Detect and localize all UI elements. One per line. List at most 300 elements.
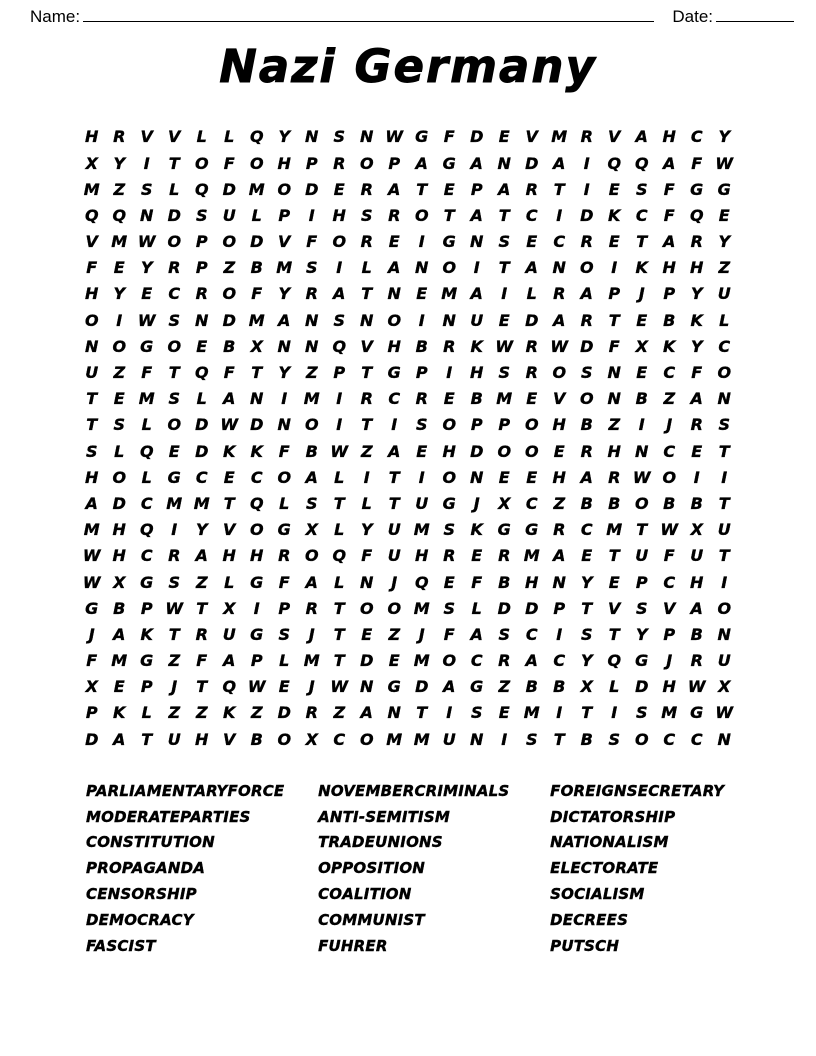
grid-letter[interactable]: C	[663, 441, 676, 461]
grid-letter[interactable]: C	[250, 467, 263, 487]
word-list-item[interactable]: PUTSCH	[550, 936, 620, 955]
grid-letter[interactable]: W	[550, 336, 569, 356]
grid-letter[interactable]: H	[690, 258, 704, 278]
grid-letter[interactable]: M	[83, 179, 100, 199]
name-input-line[interactable]	[83, 6, 654, 22]
grid-letter[interactable]: A	[333, 284, 346, 304]
grid-letter[interactable]: G	[85, 598, 99, 618]
grid-letter[interactable]: M	[83, 520, 100, 540]
grid-letter[interactable]: E	[361, 624, 373, 644]
grid-letter[interactable]: U	[85, 363, 99, 383]
grid-letter[interactable]: Y	[113, 284, 126, 304]
word-list-item[interactable]: PROPAGANDA	[86, 859, 206, 878]
grid-letter[interactable]: A	[690, 598, 703, 618]
grid-letter[interactable]: R	[525, 336, 538, 356]
grid-letter[interactable]: P	[415, 363, 428, 383]
grid-letter[interactable]: V	[608, 127, 621, 147]
grid-letter[interactable]: A	[663, 232, 676, 252]
grid-letter[interactable]: Q	[414, 572, 429, 592]
grid-letter[interactable]: N	[387, 284, 401, 304]
grid-letter[interactable]: E	[278, 677, 290, 697]
grid-letter[interactable]: D	[635, 677, 649, 697]
grid-letter[interactable]: T	[581, 703, 593, 723]
grid-letter[interactable]: F	[306, 232, 318, 252]
grid-letter[interactable]: S	[85, 441, 98, 461]
grid-letter[interactable]: J	[638, 284, 645, 304]
grid-letter[interactable]: R	[278, 546, 291, 566]
grid-letter[interactable]: N	[470, 467, 484, 487]
grid-letter[interactable]: J	[391, 572, 398, 592]
grid-letter[interactable]: K	[690, 310, 703, 330]
grid-letter[interactable]: E	[608, 232, 620, 252]
grid-letter[interactable]: R	[305, 703, 318, 723]
grid-letter[interactable]: D	[112, 493, 126, 513]
grid-letter[interactable]: T	[498, 258, 510, 278]
grid-letter[interactable]: S	[333, 310, 346, 330]
grid-letter[interactable]: A	[305, 572, 318, 592]
grid-letter[interactable]: O	[442, 467, 457, 487]
grid-letter[interactable]: R	[525, 179, 538, 199]
grid-letter[interactable]: Y	[718, 232, 731, 252]
grid-letter[interactable]: W	[660, 520, 679, 540]
grid-letter[interactable]: I	[281, 389, 288, 409]
grid-letter[interactable]: N	[277, 415, 291, 435]
grid-letter[interactable]: O	[579, 258, 594, 278]
grid-letter[interactable]: O	[442, 651, 457, 671]
grid-letter[interactable]: H	[525, 572, 539, 592]
grid-letter[interactable]: C	[553, 232, 566, 252]
grid-letter[interactable]: Z	[195, 703, 208, 723]
grid-letter[interactable]: E	[636, 310, 648, 330]
grid-letter[interactable]: N	[140, 205, 154, 225]
grid-letter[interactable]: E	[443, 389, 455, 409]
grid-letter[interactable]: H	[85, 284, 99, 304]
grid-letter[interactable]: H	[332, 205, 346, 225]
grid-letter[interactable]: L	[251, 205, 262, 225]
grid-letter[interactable]: H	[85, 127, 99, 147]
grid-letter[interactable]: G	[167, 467, 181, 487]
grid-letter[interactable]: C	[635, 205, 648, 225]
grid-letter[interactable]: E	[553, 441, 565, 461]
grid-letter[interactable]: P	[663, 624, 676, 644]
grid-letter[interactable]: E	[498, 310, 510, 330]
grid-letter[interactable]: F	[196, 651, 208, 671]
grid-letter[interactable]: A	[553, 153, 566, 173]
grid-letter[interactable]: N	[305, 336, 319, 356]
grid-letter[interactable]: T	[251, 363, 263, 383]
grid-letter[interactable]: N	[360, 310, 374, 330]
grid-letter[interactable]: G	[140, 572, 154, 592]
grid-letter[interactable]: S	[113, 415, 126, 435]
grid-letter[interactable]: N	[442, 310, 456, 330]
grid-letter[interactable]: R	[580, 441, 593, 461]
grid-letter[interactable]: E	[113, 389, 125, 409]
grid-letter[interactable]: V	[85, 232, 98, 252]
grid-letter[interactable]: Y	[140, 258, 153, 278]
word-list-item[interactable]: PARLIAMENTARYFORCE	[86, 781, 285, 800]
grid-letter[interactable]: S	[168, 389, 181, 409]
grid-letter[interactable]: I	[171, 520, 178, 540]
grid-letter[interactable]: M	[248, 310, 265, 330]
grid-letter[interactable]: I	[501, 729, 508, 749]
grid-letter[interactable]: L	[609, 677, 620, 697]
grid-letter[interactable]: S	[718, 415, 731, 435]
grid-letter[interactable]: L	[224, 127, 235, 147]
grid-letter[interactable]: W	[137, 310, 156, 330]
grid-letter[interactable]: P	[663, 284, 676, 304]
grid-letter[interactable]: B	[580, 415, 593, 435]
grid-letter[interactable]: A	[223, 651, 236, 671]
grid-letter[interactable]: W	[165, 598, 184, 618]
grid-letter[interactable]: M	[386, 729, 403, 749]
grid-letter[interactable]: T	[333, 651, 345, 671]
grid-letter[interactable]: R	[498, 546, 511, 566]
grid-letter[interactable]: G	[250, 572, 264, 592]
grid-letter[interactable]: O	[662, 467, 677, 487]
grid-letter[interactable]: P	[278, 205, 291, 225]
grid-letter[interactable]: T	[608, 624, 620, 644]
grid-letter[interactable]: G	[387, 677, 401, 697]
grid-letter[interactable]: M	[441, 284, 458, 304]
grid-letter[interactable]: I	[473, 258, 480, 278]
grid-letter[interactable]: W	[385, 127, 404, 147]
grid-letter[interactable]: W	[82, 572, 101, 592]
grid-letter[interactable]: G	[250, 624, 264, 644]
grid-letter[interactable]: I	[336, 415, 343, 435]
grid-letter[interactable]: D	[360, 651, 374, 671]
grid-letter[interactable]: E	[498, 703, 510, 723]
grid-letter[interactable]: A	[663, 153, 676, 173]
grid-letter[interactable]: O	[304, 415, 319, 435]
grid-letter[interactable]: S	[168, 310, 181, 330]
word-list-item[interactable]: NOVEMBERCRIMINALS	[318, 781, 510, 800]
grid-letter[interactable]: E	[636, 363, 648, 383]
grid-letter[interactable]: I	[693, 467, 700, 487]
grid-letter[interactable]: L	[334, 520, 345, 540]
grid-letter[interactable]: I	[446, 703, 453, 723]
grid-letter[interactable]: N	[85, 336, 99, 356]
grid-letter[interactable]: T	[416, 179, 428, 199]
grid-letter[interactable]: A	[415, 153, 428, 173]
grid-letter[interactable]: Y	[690, 284, 703, 304]
grid-letter[interactable]: H	[607, 441, 621, 461]
grid-letter[interactable]: S	[608, 729, 621, 749]
grid-letter[interactable]: A	[553, 310, 566, 330]
grid-letter[interactable]: T	[168, 624, 180, 644]
grid-letter[interactable]: U	[167, 729, 181, 749]
grid-letter[interactable]: I	[638, 415, 645, 435]
grid-letter[interactable]: M	[523, 703, 540, 723]
grid-letter[interactable]: F	[608, 336, 620, 356]
grid-letter[interactable]: C	[663, 363, 676, 383]
grid-letter[interactable]: U	[717, 520, 731, 540]
grid-letter[interactable]: A	[223, 389, 236, 409]
grid-letter[interactable]: C	[140, 546, 153, 566]
grid-letter[interactable]: X	[85, 677, 98, 697]
grid-letter[interactable]: D	[470, 441, 484, 461]
grid-letter[interactable]: M	[303, 651, 320, 671]
grid-letter[interactable]: M	[193, 493, 210, 513]
grid-letter[interactable]: U	[470, 310, 484, 330]
grid-letter[interactable]: Q	[139, 520, 154, 540]
grid-letter[interactable]: N	[277, 336, 291, 356]
grid-letter[interactable]: I	[363, 467, 370, 487]
grid-letter[interactable]: O	[304, 546, 319, 566]
word-list-item[interactable]: CONSTITUTION	[86, 833, 215, 852]
grid-letter[interactable]: Q	[332, 546, 347, 566]
grid-letter[interactable]: D	[222, 179, 236, 199]
grid-letter[interactable]: I	[583, 153, 590, 173]
grid-letter[interactable]: Y	[278, 284, 291, 304]
grid-letter[interactable]: E	[113, 677, 125, 697]
grid-letter[interactable]: R	[525, 363, 538, 383]
grid-letter[interactable]: I	[556, 703, 563, 723]
grid-letter[interactable]: B	[608, 493, 621, 513]
grid-letter[interactable]: F	[663, 205, 675, 225]
grid-letter[interactable]: K	[470, 520, 483, 540]
grid-letter[interactable]: I	[336, 258, 343, 278]
grid-letter[interactable]: N	[552, 572, 566, 592]
grid-letter[interactable]: I	[116, 310, 123, 330]
grid-letter[interactable]: E	[223, 467, 235, 487]
grid-letter[interactable]: S	[498, 232, 511, 252]
grid-letter[interactable]: G	[277, 520, 291, 540]
grid-letter[interactable]: R	[388, 205, 401, 225]
word-list-item[interactable]: DEMOCRACY	[86, 910, 194, 929]
grid-letter[interactable]: W	[715, 153, 734, 173]
grid-letter[interactable]: G	[415, 127, 429, 147]
grid-letter[interactable]: G	[690, 179, 704, 199]
grid-letter[interactable]: B	[113, 598, 126, 618]
grid-letter[interactable]: B	[415, 336, 428, 356]
grid-letter[interactable]: A	[635, 127, 648, 147]
word-list-item[interactable]: FUHRER	[318, 936, 388, 955]
grid-letter[interactable]: B	[525, 677, 538, 697]
grid-letter[interactable]: C	[663, 729, 676, 749]
grid-letter[interactable]: K	[250, 441, 263, 461]
grid-letter[interactable]: A	[580, 284, 593, 304]
grid-letter[interactable]: T	[608, 546, 620, 566]
grid-letter[interactable]: P	[195, 232, 208, 252]
grid-letter[interactable]: A	[470, 284, 483, 304]
grid-letter[interactable]: V	[168, 127, 181, 147]
word-list-item[interactable]: TRADEUNIONS	[318, 833, 443, 852]
grid-letter[interactable]: S	[525, 729, 538, 749]
grid-letter[interactable]: G	[442, 493, 456, 513]
grid-letter[interactable]: T	[388, 493, 400, 513]
grid-letter[interactable]: Q	[634, 153, 649, 173]
grid-letter[interactable]: O	[112, 336, 127, 356]
grid-letter[interactable]: T	[553, 729, 565, 749]
grid-letter[interactable]: X	[498, 493, 511, 513]
grid-letter[interactable]: A	[470, 624, 483, 644]
grid-letter[interactable]: F	[141, 363, 153, 383]
grid-letter[interactable]: E	[608, 179, 620, 199]
grid-letter[interactable]: A	[498, 179, 511, 199]
grid-letter[interactable]: W	[247, 677, 266, 697]
grid-letter[interactable]: G	[690, 703, 704, 723]
word-list-item[interactable]: ANTI-SEMITISM	[318, 807, 450, 826]
word-list-item[interactable]: CENSORSHIP	[86, 884, 197, 903]
grid-letter[interactable]: O	[497, 441, 512, 461]
grid-letter[interactable]: E	[443, 572, 455, 592]
grid-letter[interactable]: E	[388, 232, 400, 252]
grid-letter[interactable]: Q	[689, 205, 704, 225]
grid-letter[interactable]: X	[113, 572, 126, 592]
grid-letter[interactable]: H	[277, 153, 291, 173]
grid-letter[interactable]: P	[470, 415, 483, 435]
grid-letter[interactable]: E	[526, 389, 538, 409]
grid-letter[interactable]: M	[276, 258, 293, 278]
grid-letter[interactable]: I	[556, 205, 563, 225]
grid-letter[interactable]: T	[333, 493, 345, 513]
grid-letter[interactable]: C	[718, 336, 731, 356]
grid-letter[interactable]: G	[717, 179, 731, 199]
grid-letter[interactable]: A	[690, 389, 703, 409]
grid-letter[interactable]: O	[277, 729, 292, 749]
grid-letter[interactable]: S	[305, 258, 318, 278]
grid-letter[interactable]: U	[415, 493, 429, 513]
grid-letter[interactable]: U	[442, 729, 456, 749]
grid-letter[interactable]: T	[86, 415, 98, 435]
grid-letter[interactable]: G	[442, 153, 456, 173]
grid-letter[interactable]: W	[220, 415, 239, 435]
grid-letter[interactable]: U	[717, 284, 731, 304]
grid-letter[interactable]: Z	[223, 258, 236, 278]
grid-letter[interactable]: Y	[718, 127, 731, 147]
grid-letter[interactable]: J	[418, 624, 425, 644]
word-list-item[interactable]: COMMUNIST	[318, 910, 425, 929]
grid-letter[interactable]: R	[305, 598, 318, 618]
grid-letter[interactable]: Z	[663, 389, 676, 409]
grid-letter[interactable]: O	[359, 598, 374, 618]
grid-letter[interactable]: I	[391, 415, 398, 435]
grid-letter[interactable]: R	[195, 284, 208, 304]
grid-letter[interactable]: I	[721, 572, 728, 592]
grid-letter[interactable]: E	[608, 572, 620, 592]
grid-letter[interactable]: G	[387, 363, 401, 383]
grid-letter[interactable]: G	[140, 651, 154, 671]
grid-letter[interactable]: Q	[607, 651, 622, 671]
grid-letter[interactable]: T	[86, 389, 98, 409]
grid-letter[interactable]: D	[85, 729, 99, 749]
grid-letter[interactable]: V	[608, 598, 621, 618]
grid-letter[interactable]: U	[222, 205, 236, 225]
grid-letter[interactable]: A	[580, 467, 593, 487]
grid-letter[interactable]: C	[168, 284, 181, 304]
grid-letter[interactable]: I	[611, 703, 618, 723]
grid-letter[interactable]: R	[580, 232, 593, 252]
grid-letter[interactable]: N	[415, 258, 429, 278]
grid-letter[interactable]: E	[581, 546, 593, 566]
grid-letter[interactable]: A	[113, 624, 126, 644]
grid-letter[interactable]: T	[498, 205, 510, 225]
grid-letter[interactable]: P	[140, 677, 153, 697]
grid-letter[interactable]: O	[277, 467, 292, 487]
grid-letter[interactable]: X	[305, 520, 318, 540]
grid-letter[interactable]: O	[167, 415, 182, 435]
grid-letter[interactable]: Q	[194, 363, 209, 383]
grid-letter[interactable]: H	[662, 677, 676, 697]
grid-letter[interactable]: O	[194, 153, 209, 173]
grid-letter[interactable]: L	[114, 441, 125, 461]
grid-letter[interactable]: L	[169, 179, 180, 199]
grid-letter[interactable]: M	[413, 729, 430, 749]
grid-letter[interactable]: M	[413, 520, 430, 540]
grid-letter[interactable]: X	[690, 520, 703, 540]
grid-letter[interactable]: P	[250, 651, 263, 671]
grid-letter[interactable]: O	[359, 153, 374, 173]
grid-letter[interactable]: L	[719, 310, 730, 330]
grid-letter[interactable]: C	[333, 729, 346, 749]
grid-letter[interactable]: D	[305, 179, 319, 199]
grid-letter[interactable]: O	[249, 520, 264, 540]
grid-letter[interactable]: O	[222, 232, 237, 252]
grid-letter[interactable]: A	[305, 467, 318, 487]
grid-letter[interactable]: O	[167, 336, 182, 356]
grid-letter[interactable]: Q	[139, 441, 154, 461]
grid-letter[interactable]: B	[498, 572, 511, 592]
grid-letter[interactable]: C	[663, 572, 676, 592]
grid-letter[interactable]: B	[223, 336, 236, 356]
grid-letter[interactable]: E	[416, 284, 428, 304]
grid-letter[interactable]: B	[250, 729, 263, 749]
grid-letter[interactable]: Z	[498, 677, 511, 697]
grid-letter[interactable]: J	[666, 415, 673, 435]
grid-letter[interactable]: P	[635, 572, 648, 592]
grid-letter[interactable]: N	[470, 232, 484, 252]
grid-letter[interactable]: O	[167, 232, 182, 252]
grid-letter[interactable]: I	[418, 310, 425, 330]
grid-letter[interactable]: N	[717, 624, 731, 644]
grid-letter[interactable]: S	[333, 127, 346, 147]
grid-letter[interactable]: D	[470, 127, 484, 147]
grid-letter[interactable]: O	[359, 729, 374, 749]
grid-letter[interactable]: L	[334, 572, 345, 592]
grid-letter[interactable]: P	[195, 258, 208, 278]
grid-letter[interactable]: R	[580, 310, 593, 330]
grid-letter[interactable]: I	[501, 284, 508, 304]
grid-letter[interactable]: O	[332, 232, 347, 252]
grid-letter[interactable]: N	[717, 389, 731, 409]
grid-letter[interactable]: L	[141, 703, 152, 723]
grid-letter[interactable]: E	[498, 467, 510, 487]
grid-letter[interactable]: C	[388, 389, 401, 409]
grid-letter[interactable]: R	[305, 284, 318, 304]
grid-letter[interactable]: R	[113, 127, 126, 147]
grid-letter[interactable]: R	[360, 232, 373, 252]
grid-letter[interactable]: Y	[360, 520, 373, 540]
grid-letter[interactable]: B	[663, 310, 676, 330]
grid-letter[interactable]: T	[636, 232, 648, 252]
grid-letter[interactable]: A	[278, 310, 291, 330]
grid-letter[interactable]: I	[721, 467, 728, 487]
grid-letter[interactable]: Q	[607, 153, 622, 173]
grid-letter[interactable]: R	[415, 389, 428, 409]
grid-letter[interactable]: P	[388, 153, 401, 173]
grid-letter[interactable]: F	[223, 153, 235, 173]
grid-letter[interactable]: X	[580, 677, 593, 697]
grid-letter[interactable]: E	[443, 179, 455, 199]
grid-letter[interactable]: A	[525, 258, 538, 278]
grid-letter[interactable]: S	[360, 205, 373, 225]
grid-letter[interactable]: I	[583, 179, 590, 199]
grid-letter[interactable]: H	[222, 546, 236, 566]
grid-letter[interactable]: K	[223, 703, 236, 723]
grid-letter[interactable]: S	[635, 598, 648, 618]
grid-letter[interactable]: O	[579, 389, 594, 409]
grid-letter[interactable]: K	[113, 703, 126, 723]
